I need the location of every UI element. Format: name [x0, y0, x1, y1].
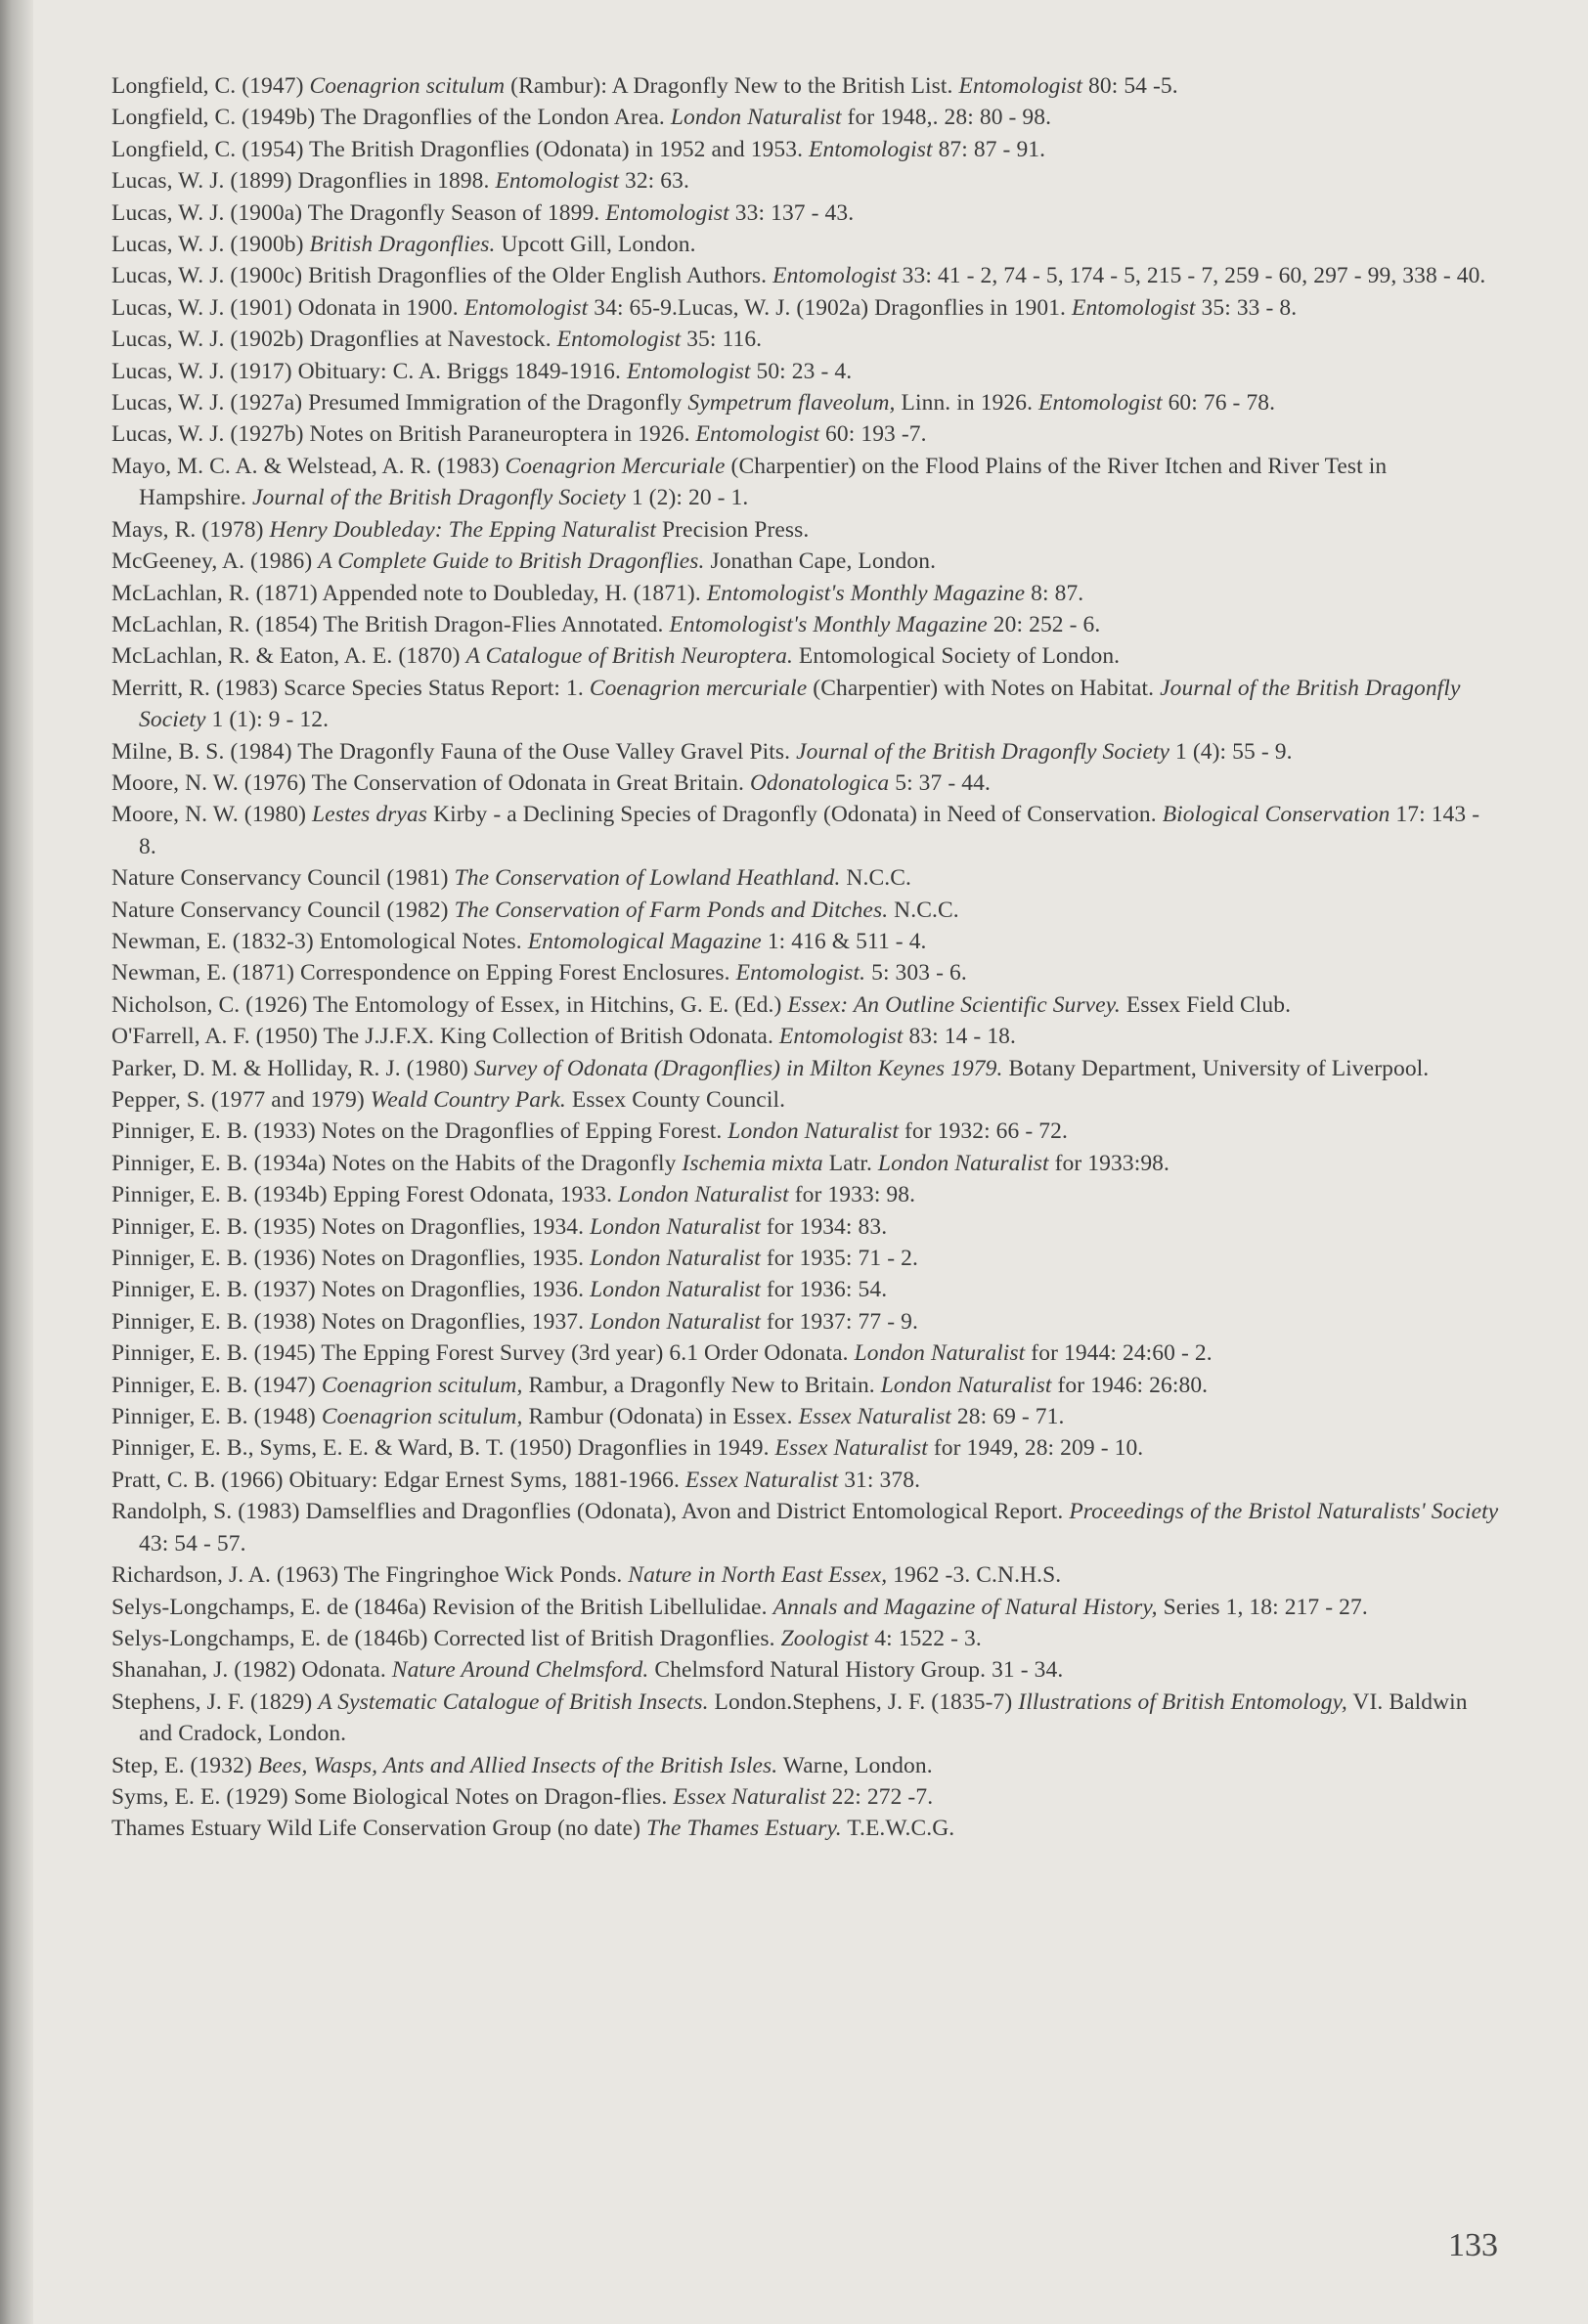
reference-entry — [111, 578, 1500, 609]
reference-text: Pinniger, E. B. (1934b) Epping Forest Odonata, 1933. — [111, 1182, 619, 1208]
reference-text: Lucas, W. J. (1900b) — [111, 232, 310, 258]
reference-entry — [111, 799, 1500, 862]
reference-entry — [111, 895, 1500, 926]
reference-italic-text: Zoologist — [780, 1625, 869, 1651]
reference-italic-text: Essex Naturalist — [774, 1435, 928, 1462]
page-binding-shadow — [0, 0, 33, 2324]
reference-text: Newman, E. (1832-3) Entomological Notes. — [111, 928, 528, 954]
reference-text: Botany Department, University of Liverpool. — [1002, 1055, 1430, 1081]
reference-text: Linn. in 1926. — [895, 390, 1039, 417]
reference-text: for 1933:98. — [1048, 1150, 1170, 1176]
reference-text: 20: 252 - 6. — [987, 611, 1101, 637]
reference-entry — [111, 609, 1500, 640]
reference-text: Entomological Society of London. — [792, 643, 1121, 670]
reference-italic-text: Entomologist — [772, 263, 897, 289]
reference-text: Pinniger, E. B., Syms, E. E. & Ward, B. T. (1950) Dragonflies in 1949. — [111, 1435, 775, 1462]
reference-text: Precision Press. — [655, 516, 810, 543]
reference-text: 80: 54 -5. — [1082, 73, 1178, 99]
reference-text: Upcott Gill, London. — [495, 232, 696, 258]
reference-entry — [111, 546, 1500, 577]
reference-italic-text: Journal of the British Dragonfly Society — [251, 485, 626, 511]
reference-italic-text: Coenagrion Mercuriale — [505, 453, 726, 479]
reference-italic-text: Entomologist — [1038, 390, 1163, 417]
reference-italic-text: Bees, Wasps, Ants and Allied Insects of the British Isles. — [257, 1752, 778, 1778]
reference-text: 28: 69 - 71. — [950, 1404, 1065, 1430]
reference-italic-text: Odonatologica — [749, 769, 890, 796]
reference-entry — [111, 1654, 1500, 1686]
reference-text: (Charpentier) on the Flood Plains of the River Itchen and River Test in Hampshire. — [139, 453, 1388, 511]
reference-entry — [111, 1337, 1500, 1369]
reference-text: Warne, London. — [777, 1752, 933, 1778]
reference-italic-text: Annals and Magazine of Natural History, — [772, 1594, 1158, 1620]
reference-italic-text: Entomologist — [958, 73, 1083, 99]
reference-entry — [111, 229, 1500, 260]
reference-entry — [111, 673, 1500, 736]
reference-text: Jonathan Cape, London. — [704, 548, 937, 575]
reference-entry — [111, 1116, 1500, 1147]
reference-entry — [111, 451, 1500, 514]
reference-text: Longfield, C. (1949b) The Dragonflies of the London Area. — [111, 105, 671, 131]
reference-text: for 1946: 26:80. — [1051, 1372, 1209, 1398]
reference-italic-text: London Naturalist — [590, 1246, 761, 1272]
reference-italic-text: London Naturalist — [877, 1150, 1049, 1176]
reference-text: (Charpentier) with Notes on Habitat. — [807, 675, 1161, 701]
reference-italic-text: A Complete Guide to British Dragonflies. — [318, 548, 705, 575]
reference-text: McLachlan, R. & Eaton, A. E. (1870) — [111, 643, 466, 670]
reference-text: 1 (1): 9 - 12. — [205, 707, 330, 733]
reference-text: for 1934: 83. — [760, 1213, 888, 1240]
reference-text: McLachlan, R. (1854) The British Dragon-Flies Annotated. — [111, 611, 670, 637]
reference-text: for 1949, 28: 209 - 10. — [927, 1435, 1144, 1462]
reference-entry — [111, 736, 1500, 767]
reference-text: N.C.C. — [888, 897, 959, 923]
reference-text: 1: 416 & 511 - 4. — [761, 928, 927, 954]
reference-text: for 1932: 66 - 72. — [899, 1118, 1068, 1145]
reference-text: 1962 -3. C.N.H.S. — [887, 1562, 1062, 1589]
reference-text: (Rambur): A Dragonfly New to the British List. — [505, 73, 959, 99]
reference-text: Pinniger, E. B. (1937) Notes on Dragonflies, 1936. — [111, 1277, 591, 1303]
reference-text: 4: 1522 - 3. — [868, 1625, 982, 1651]
reference-text: for 1933: 98. — [788, 1182, 916, 1208]
reference-entry — [111, 1750, 1500, 1781]
reference-italic-text: Entomologist — [695, 421, 820, 448]
reference-text: 83: 14 - 18. — [903, 1024, 1016, 1050]
reference-entry — [111, 1781, 1500, 1813]
reference-italic-text: London Naturalist — [590, 1277, 761, 1303]
reference-text: Thames Estuary Wild Life Conservation Group (no date) — [111, 1816, 646, 1842]
reference-text: McGeeney, A. (1986) — [111, 548, 319, 575]
reference-text: Essex Field Club. — [1120, 991, 1292, 1018]
reference-text: Selys-Longchamps, E. de (1846b) Corrected list of British Dragonflies. — [111, 1625, 781, 1651]
reference-text: 31: 378. — [838, 1467, 921, 1493]
reference-italic-text: Henry Doubleday: The Epping Naturalist — [269, 516, 656, 543]
reference-text: Pinniger, E. B. (1935) Notes on Dragonflies, 1934. — [111, 1213, 591, 1240]
reference-text: Nicholson, C. (1926) The Entomology of Essex, in Hitchins, G. E. (Ed.) — [111, 991, 788, 1018]
reference-italic-text: Sympetrum flaveolum, — [687, 390, 896, 417]
reference-italic-text: Essex Naturalist — [673, 1783, 826, 1810]
reference-text: Lucas, W. J. (1927a) Presumed Immigration of the Dragonfly — [111, 390, 688, 417]
reference-italic-text: Entomologist's Monthly Magazine — [669, 611, 988, 637]
reference-entry — [111, 70, 1500, 102]
reference-text: London.Stephens, J. F. (1835-7) — [708, 1688, 1019, 1715]
reference-text: Mayo, M. C. A. & Welstead, A. R. (1983) — [111, 453, 506, 479]
reference-text: Stephens, J. F. (1829) — [111, 1688, 319, 1715]
reference-text: Series 1, 18: 217 - 27. — [1157, 1594, 1368, 1620]
reference-italic-text: London Naturalist — [670, 105, 842, 131]
reference-italic-text: Journal of the British Dragonfly Society — [139, 675, 1461, 733]
reference-entry — [111, 1243, 1500, 1274]
reference-text: Moore, N. W. (1976) The Conservation of Odonata in Great Britain. — [111, 769, 750, 796]
reference-text: Nature Conservancy Council (1981) — [111, 865, 455, 892]
reference-text: Selys-Longchamps, E. de (1846a) Revision of the British Libellulidae. — [111, 1594, 773, 1620]
reference-italic-text: Biological Conservation — [1162, 802, 1390, 828]
reference-entry — [111, 1496, 1500, 1559]
reference-text: Pinniger, E. B. (1934a) Notes on the Habits of the Dragonfly — [111, 1150, 683, 1176]
reference-italic-text: London Naturalist — [590, 1308, 761, 1335]
reference-text: VI. Baldwin and Cradock, London. — [139, 1688, 1468, 1747]
reference-entry — [111, 514, 1500, 546]
reference-entry — [111, 165, 1500, 197]
reference-italic-text: Proceedings of the Bristol Naturalists' Society — [1069, 1499, 1499, 1525]
reference-italic-text: Entomologist — [463, 294, 589, 321]
reference-text: 17: 143 - 8. — [139, 802, 1480, 859]
reference-italic-text: Lestes dryas — [312, 802, 428, 828]
reference-text: Chelmsford Natural History Group. 31 - 34. — [648, 1657, 1064, 1684]
reference-italic-text: Entomologist — [809, 136, 933, 162]
reference-text: 35: 116. — [681, 327, 763, 353]
reference-text: Kirby - a Declining Species of Dragonfly (Odonata) in Need of Conservation. — [427, 802, 1163, 828]
reference-text: Newman, E. (1871) Correspondence on Epping Forest Enclosures. — [111, 960, 736, 987]
reference-text: T.E.W.C.G. — [841, 1816, 955, 1842]
reference-text: 8: 87. — [1025, 580, 1084, 606]
reference-entry — [111, 1432, 1500, 1464]
reference-entry — [111, 1053, 1500, 1084]
reference-entry — [111, 324, 1500, 355]
reference-text: McLachlan, R. (1871) Appended note to Doubleday, H. (1871). — [111, 580, 707, 606]
reference-text: Lucas, W. J. (1899) Dragonflies in 1898. — [111, 168, 496, 195]
reference-text: 1 (2): 20 - 1. — [625, 485, 749, 511]
reference-entry — [111, 102, 1500, 133]
reference-text: Richardson, J. A. (1963) The Fingringhoe Wick Ponds. — [111, 1562, 629, 1589]
reference-text: Lucas, W. J. (1900a) The Dragonfly Season of 1899. — [111, 199, 606, 226]
reference-text: Moore, N. W. (1980) — [111, 802, 312, 828]
reference-text: Rambur (Odonata) in Essex. — [522, 1404, 799, 1430]
reference-italic-text: Nature Around Chelmsford. — [391, 1657, 649, 1684]
reference-italic-text: Survey of Odonata (Dragonflies) in Milton Keynes 1979. — [473, 1055, 1003, 1081]
reference-text: 33: 41 - 2, 74 - 5, 174 - 5, 215 - 7, 259 - 60, 297 - 99, 338 - 40. — [896, 263, 1486, 289]
reference-text: Pepper, S. (1977 and 1979) — [111, 1087, 371, 1113]
reference-text: 22: 272 -7. — [825, 1783, 934, 1810]
reference-text: O'Farrell, A. F. (1950) The J.J.F.X. King Collection of British Odonata. — [111, 1024, 779, 1050]
reference-text: 35: 33 - 8. — [1195, 294, 1298, 321]
reference-entry — [111, 292, 1500, 324]
reference-italic-text: Coenagrion scitulum — [309, 73, 506, 99]
reference-italic-text: Entomologist — [556, 327, 682, 353]
reference-entry — [111, 640, 1500, 672]
reference-text: for 1937: 77 - 9. — [760, 1308, 918, 1335]
reference-text: for 1935: 71 - 2. — [760, 1246, 918, 1272]
reference-italic-text: Illustrations of British Entomology, — [1018, 1688, 1347, 1715]
reference-entry — [111, 957, 1500, 988]
reference-text: Pinniger, E. B. (1936) Notes on Dragonflies, 1935. — [111, 1246, 591, 1272]
reference-entry — [111, 1179, 1500, 1210]
reference-text: Parker, D. M. & Holliday, R. J. (1980) — [111, 1055, 474, 1081]
reference-text: Pinniger, E. B. (1947) — [111, 1372, 322, 1398]
reference-text: Nature Conservancy Council (1982) — [111, 897, 455, 923]
reference-entry — [111, 862, 1500, 894]
reference-italic-text: Entomologist — [778, 1024, 904, 1050]
reference-entry — [111, 1021, 1500, 1052]
reference-italic-text: Entomologist — [495, 168, 619, 195]
reference-entry — [111, 1211, 1500, 1243]
reference-text: Lucas, W. J. (1927b) Notes on British Paraneuroptera in 1926. — [111, 421, 696, 448]
reference-entry — [111, 1274, 1500, 1305]
reference-text: Shanahan, J. (1982) Odonata. — [111, 1657, 392, 1684]
reference-entry — [111, 260, 1500, 291]
reference-italic-text: Nature in North East Essex, — [628, 1562, 888, 1589]
reference-text: 33: 137 - 43. — [728, 199, 855, 226]
reference-italic-text: The Conservation of Lowland Heathland. — [454, 865, 841, 892]
reference-entry — [111, 767, 1500, 799]
reference-text: Pinniger, E. B. (1933) Notes on the Dragonflies of Epping Forest. — [111, 1118, 728, 1145]
reference-text: N.C.C. — [840, 865, 911, 892]
reference-text: Pinniger, E. B. (1945) The Epping Forest Survey (3rd year) 6.1 Order Odonata. — [111, 1340, 855, 1367]
reference-text: 43: 54 - 57. — [139, 1530, 246, 1557]
reference-italic-text: Coenagrion mercuriale — [589, 675, 808, 701]
reference-text: Lucas, W. J. (1900c) British Dragonflies of the Older English Authors. — [111, 263, 773, 289]
reference-text: Lucas, W. J. (1917) Obituary: C. A. Briggs 1849-1916. — [111, 358, 627, 384]
reference-italic-text: Entomologist's Monthly Magazine — [706, 580, 1026, 606]
reference-text: 1 (4): 55 - 9. — [1169, 738, 1293, 765]
reference-italic-text: Coenagrion scitulum, — [321, 1404, 523, 1430]
reference-entry — [111, 134, 1500, 165]
reference-entry — [111, 197, 1500, 229]
reference-text: Longfield, C. (1954) The British Dragonflies (Odonata) in 1952 and 1953. — [111, 136, 810, 162]
reference-entry — [111, 1623, 1500, 1654]
reference-text: 32: 63. — [619, 168, 689, 195]
reference-entry — [111, 356, 1500, 387]
reference-italic-text: British Dragonflies. — [309, 232, 496, 258]
reference-text: for 1948,. 28: 80 - 98. — [841, 105, 1052, 131]
reference-text: Pinniger, E. B. (1938) Notes on Dragonflies, 1937. — [111, 1308, 591, 1335]
reference-italic-text: Coenagrion scitulum, — [321, 1372, 523, 1398]
reference-text: Step, E. (1932) — [111, 1752, 258, 1778]
reference-entry — [111, 1401, 1500, 1432]
reference-text: Randolph, S. (1983) Damselflies and Dragonflies (Odonata), Avon and District Entomological Report. — [111, 1499, 1070, 1525]
reference-entry — [111, 1306, 1500, 1337]
reference-entry — [111, 1559, 1500, 1591]
reference-entry — [111, 418, 1500, 450]
reference-text: 60: 76 - 78. — [1162, 390, 1276, 417]
reference-italic-text: Weald Country Park. — [370, 1087, 566, 1113]
reference-italic-text: The Conservation of Farm Ponds and Ditches. — [454, 897, 889, 923]
reference-entry — [111, 1465, 1500, 1496]
reference-entry — [111, 1687, 1500, 1750]
reference-entry — [111, 926, 1500, 957]
reference-entry — [111, 387, 1500, 418]
reference-italic-text: London Naturalist — [590, 1213, 761, 1240]
reference-text: Pinniger, E. B. (1948) — [111, 1404, 322, 1430]
reference-italic-text: Essex Naturalist — [684, 1467, 839, 1493]
reference-text: 5: 37 - 44. — [889, 769, 991, 796]
reference-text: Lucas, W. J. (1901) Odonata in 1900. — [111, 294, 464, 321]
reference-text: Rambur, a Dragonfly New to Britain. — [522, 1372, 881, 1398]
reference-text: Latr. — [822, 1150, 878, 1176]
reference-italic-text: London Naturalist — [618, 1182, 789, 1208]
reference-text: 87: 87 - 91. — [932, 136, 1046, 162]
reference-italic-text: London Naturalist — [854, 1340, 1026, 1367]
page-number: 133 — [1448, 2227, 1498, 2263]
reference-italic-text: London Naturalist — [880, 1372, 1052, 1398]
reference-italic-text: A Systematic Catalogue of British Insects. — [318, 1688, 709, 1715]
reference-text: 5: 303 - 6. — [865, 960, 967, 987]
reference-italic-text: Journal of the British Dragonfly Society — [796, 738, 1170, 765]
reference-text: 50: 23 - 4. — [750, 358, 853, 384]
reference-list — [111, 70, 1500, 1845]
reference-italic-text: Essex: An Outline Scientific Survey. — [787, 991, 1121, 1018]
reference-text: for 1936: 54. — [760, 1277, 888, 1303]
reference-italic-text: The Thames Estuary. — [646, 1816, 842, 1842]
reference-text: Mays, R. (1978) — [111, 516, 270, 543]
reference-text: 60: 193 -7. — [819, 421, 927, 448]
reference-italic-text: Entomologist — [605, 199, 729, 226]
reference-italic-text: Entomologist. — [735, 960, 866, 987]
reference-italic-text: Entomological Magazine — [527, 928, 762, 954]
reference-entry — [111, 1084, 1500, 1116]
reference-italic-text: Ischemia mixta — [682, 1150, 823, 1176]
reference-entry — [111, 989, 1500, 1021]
reference-text: for 1944: 24:60 - 2. — [1025, 1340, 1213, 1367]
reference-text: Essex County Council. — [565, 1087, 786, 1113]
reference-text: Lucas, W. J. (1902b) Dragonflies at Navestock. — [111, 327, 557, 353]
reference-italic-text: A Catalogue of British Neuroptera. — [465, 643, 793, 670]
reference-text: Merritt, R. (1983) Scarce Species Status Report: 1. — [111, 675, 590, 701]
reference-text: 34: 65-9.Lucas, W. J. (1902a) Dragonflies in 1901. — [588, 294, 1072, 321]
reference-italic-text: Entomologist — [1072, 294, 1196, 321]
reference-italic-text: London Naturalist — [728, 1118, 900, 1145]
reference-text: Pratt, C. B. (1966) Obituary: Edgar Ernest Syms, 1881-1966. — [111, 1467, 685, 1493]
reference-text: Syms, E. E. (1929) Some Biological Notes on Dragon-flies. — [111, 1783, 674, 1810]
reference-entry — [111, 1370, 1500, 1401]
reference-entry — [111, 1813, 1500, 1844]
reference-italic-text: Entomologist — [626, 358, 751, 384]
reference-text: Milne, B. S. (1984) The Dragonfly Fauna of the Ouse Valley Gravel Pits. — [111, 738, 797, 765]
reference-text: Longfield, C. (1947) — [111, 73, 310, 99]
reference-entry — [111, 1592, 1500, 1623]
reference-italic-text: Essex Naturalist — [798, 1404, 951, 1430]
reference-entry — [111, 1148, 1500, 1179]
